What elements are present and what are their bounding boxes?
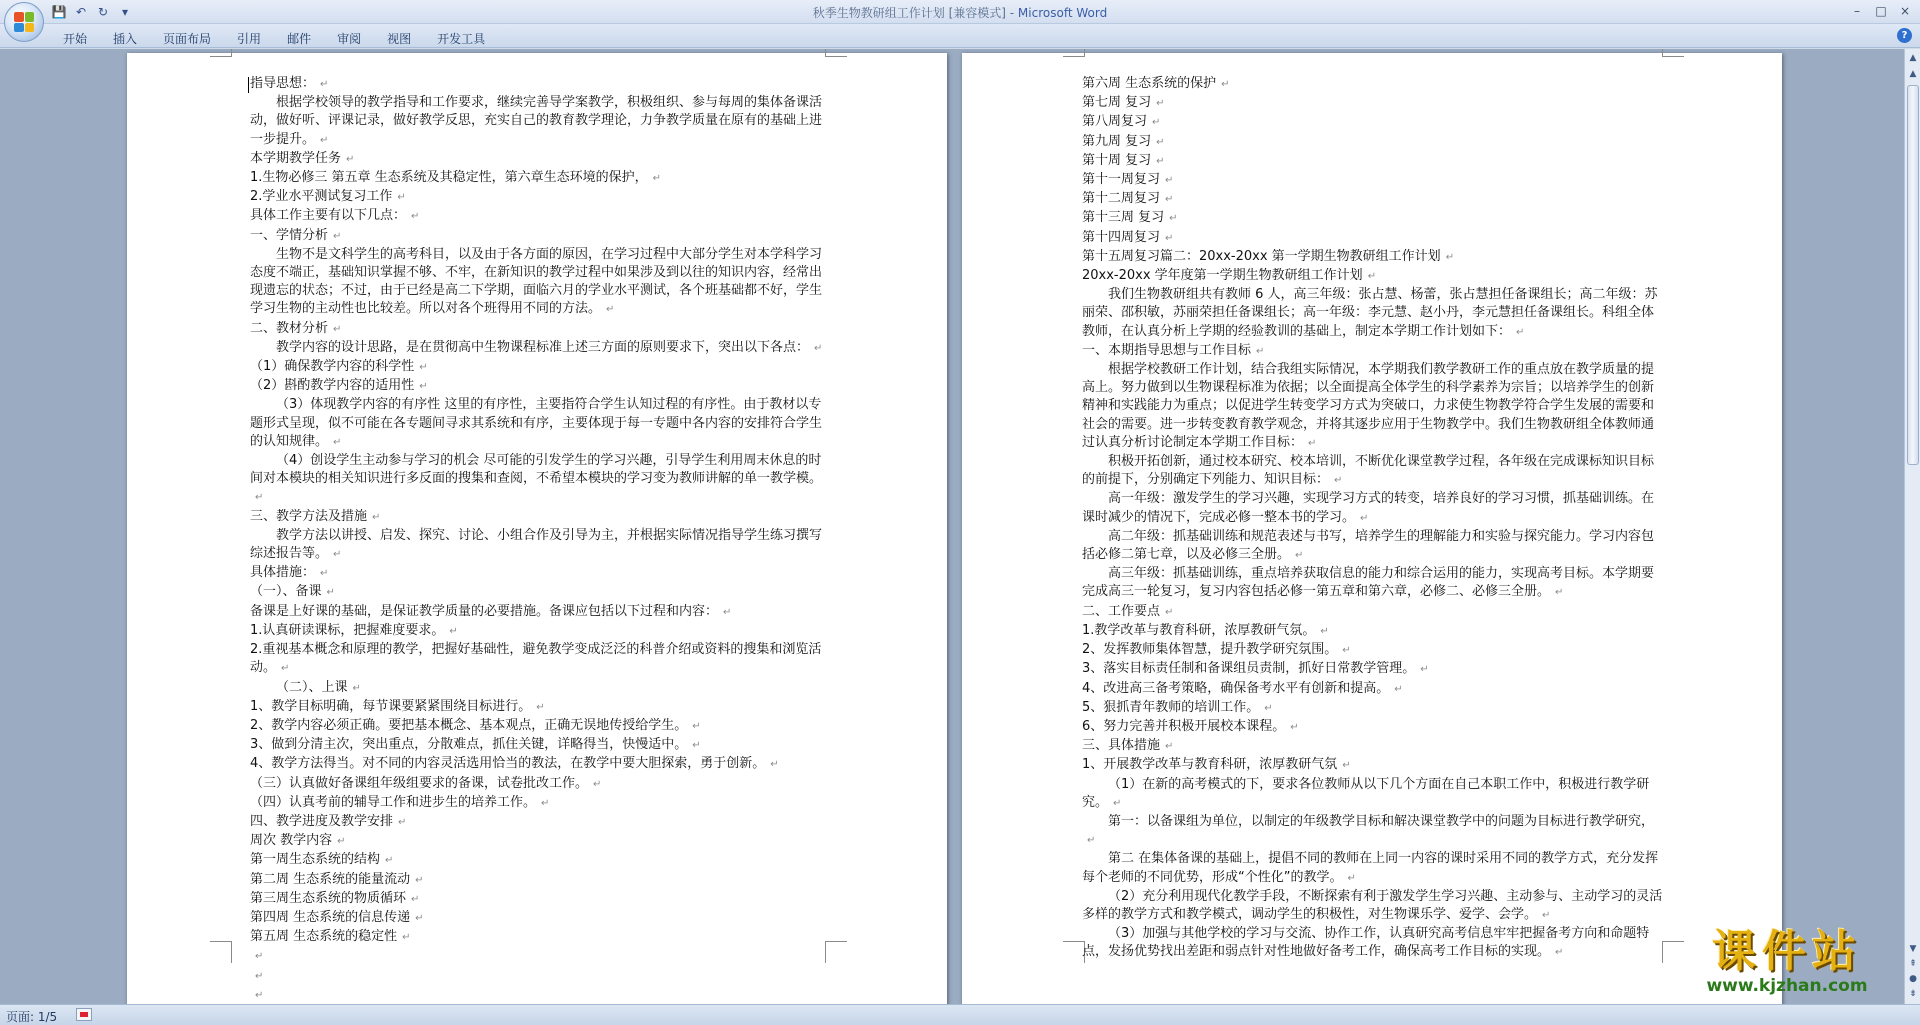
paragraph: 20xx-20xx 学年度第一学期生物教研组工作计划 ↵ xyxy=(1082,267,1664,286)
paragraph: 第二 在集体备课的基础上，提倡不同的教师在上同一内容的课时采用不同的教学方式，充分发挥每个老师的不同优势，形成“个性化”的教学。 ↵ xyxy=(1082,850,1664,887)
select-browse-object-icon[interactable]: ● xyxy=(1909,974,1917,984)
window-controls xyxy=(1846,1,1916,21)
text-cursor xyxy=(248,77,249,93)
paragraph: （3）体现教学内容的有序性 这里的有序性，主要指符合学生认知过程的有序性。由于教材以专题形式呈现，似不可能在各专题间寻求其系统和有序，主要体现于每一专题中各内容的安排符合学生的认知规律。 ↵ xyxy=(250,396,830,452)
document-title: 秋季生物教研组工作计划 [兼容模式] - xyxy=(812,6,1018,20)
paragraph: 第十三周 复习 ↵ xyxy=(1082,209,1664,228)
paragraph: 第二周 生态系统的能量流动 ↵ xyxy=(250,871,830,890)
scroll-up-icon[interactable]: ▲ xyxy=(1909,69,1917,79)
paragraph: 周次 教学内容 ↵ xyxy=(250,832,830,851)
paragraph xyxy=(250,986,830,1004)
paragraph: 2.重视基本概念和原理的教学，把握好基础性，避免教学变成泛泛的科普介绍或资料的搜集和浏览活动。 ↵ xyxy=(250,641,830,678)
paragraph: 1.认真研读课标，把握难度要求。 ↵ xyxy=(250,622,830,641)
office-logo-icon xyxy=(14,12,34,32)
paragraph: 4、改进高三备考策略，确保备考水平有创新和提高。 ↵ xyxy=(1082,680,1664,699)
paragraph xyxy=(250,967,830,986)
undo-icon[interactable]: ↶ xyxy=(75,5,87,19)
paragraph: 第八周复习 ↵ xyxy=(1082,113,1664,132)
title-bar xyxy=(0,0,1920,24)
paragraph: 教学方法以讲授、启发、探究、讨论、小组合作及引导为主，并根据实际情况指导学生练习撰写综述报告等。 ↵ xyxy=(250,527,830,564)
app-name: Microsoft Word xyxy=(1017,6,1108,20)
paragraph: 第四周 生态系统的信息传递 ↵ xyxy=(250,909,830,928)
paragraph: 高一年级：激发学生的学习兴趣，实现学习方式的转变，培养良好的学习习惯，抓基础训练。在课时减少的情况下，完成必修一整本书的学习。 ↵ xyxy=(1082,490,1664,527)
margin-mark xyxy=(825,49,847,57)
customize-qat-icon[interactable]: ▾ xyxy=(121,5,129,19)
paragraph: （二）、上课 ↵ xyxy=(250,679,830,698)
window-title xyxy=(0,4,1920,21)
paragraph: 1.教学改革与教育科研，浓厚教研气氛。 ↵ xyxy=(1082,622,1664,641)
language-icon[interactable] xyxy=(76,1008,92,1021)
paragraph: 一、本期指导思想与工作目标 ↵ xyxy=(1082,342,1664,361)
margin-mark xyxy=(1063,49,1085,57)
paragraph: 生物不是文科学生的高考科目，以及由于各方面的原因，在学习过程中大部分学生对本学科学习态度不端正，基础知识掌握不够、不牢，在新知识的教学过程中如果涉及到以往的知识内容，经常出现遗忘的状态；不过，由于已经是高二下学期，面临六月的学业水平测试，各个班基础都不好，学生学习生物的主动性也比较差。所以对各个班得用不同的方法。 ↵ xyxy=(250,246,830,320)
status-bar xyxy=(0,1004,1920,1025)
watermark-logo xyxy=(1668,928,1906,998)
paragraph: 二、教材分析 ↵ xyxy=(250,320,830,339)
next-page-icon[interactable]: ⇟ xyxy=(1909,989,1917,999)
paragraph: 第九周 复习 ↵ xyxy=(1082,133,1664,152)
tab-developer[interactable]: 开发工具 xyxy=(437,32,486,46)
paragraph: 三、教学方法及措施 ↵ xyxy=(250,508,830,527)
scrollbar-thumb[interactable] xyxy=(1907,85,1919,465)
page-count[interactable]: 页面: 1/5 xyxy=(6,1010,58,1024)
close-button[interactable]: × xyxy=(1899,4,1911,18)
watermark-title: 课件站 xyxy=(1712,926,1862,977)
page-1-body[interactable] xyxy=(250,75,830,1004)
paragraph xyxy=(250,947,830,966)
document-page-2[interactable] xyxy=(962,53,1782,1004)
margin-mark xyxy=(210,49,232,57)
tab-insert[interactable]: 插入 xyxy=(113,32,138,46)
paragraph: 2.学业水平测试复习工作 ↵ xyxy=(250,188,830,207)
previous-page-icon[interactable]: ⇞ xyxy=(1909,959,1917,969)
paragraph: （1）在新的高考模式的下，要求各位教师从以下几个方面在自己本职工作中，积极进行教学研究。 ↵ xyxy=(1082,776,1664,813)
paragraph: 2、教学内容必须正确。要把基本概念、基本观点，正确无误地传授给学生。 ↵ xyxy=(250,717,830,736)
paragraph: 指导思想： ↵ xyxy=(250,75,830,94)
paragraph: （4）创设学生主动参与学习的机会 尽可能的引发学生的学习兴趣，引导学生利用周末休息的时间对本模块的相关知识进行多反面的搜集和查阅，不希望本模块的学习变为教师讲解的单一教学模。 ↵ xyxy=(250,452,830,508)
paragraph: 6、努力完善并积极开展校本课程。 ↵ xyxy=(1082,718,1664,737)
paragraph: 第六周 生态系统的保护 ↵ xyxy=(1082,75,1664,94)
margin-mark xyxy=(210,941,232,963)
paragraph: 一、学情分析 ↵ xyxy=(250,227,830,246)
paragraph: 三、具体措施 ↵ xyxy=(1082,737,1664,756)
paragraph: 第七周 复习 ↵ xyxy=(1082,94,1664,113)
help-icon[interactable]: ? xyxy=(1897,28,1912,43)
paragraph: 第十四周复习 ↵ xyxy=(1082,229,1664,248)
paragraph: 具体工作主要有以下几点： ↵ xyxy=(250,207,830,226)
document-page-1[interactable] xyxy=(127,53,947,1004)
paragraph: 第五周 生态系统的稳定性 ↵ xyxy=(250,928,830,947)
paragraph: 第十五周复习篇二：20xx-20xx 第一学期生物教研组工作计划 ↵ xyxy=(1082,248,1664,267)
paragraph: 备课是上好课的基础，是保证教学质量的必要措施。备课应包括以下过程和内容： ↵ xyxy=(250,603,830,622)
margin-mark xyxy=(1662,49,1684,57)
paragraph: （3）加强与其他学校的学习与交流、协作工作，认真研究高考信息牢牢把握备考方向和命题特点，发扬优势找出差距和弱点针对性地做好备考工作，确保高考工作目标的实现。 ↵ xyxy=(1082,925,1664,962)
paragraph: 第一周生态系统的结构 ↵ xyxy=(250,851,830,870)
paragraph: （一）、备课 ↵ xyxy=(250,583,830,602)
minimize-button[interactable]: – xyxy=(1854,4,1860,18)
paragraph: 1、教学目标明确，每节课要紧紧围绕目标进行。 ↵ xyxy=(250,698,830,717)
scroll-down-icon[interactable]: ▼ xyxy=(1909,944,1917,954)
paragraph: 4、教学方法得当。对不同的内容灵活选用恰当的教法，在教学中要大胆探索，勇于创新。 ↵ xyxy=(250,755,830,774)
paragraph: （三）认真做好备课组年级组要求的备课，试卷批改工作。 ↵ xyxy=(250,775,830,794)
maximize-button[interactable]: □ xyxy=(1875,4,1887,18)
paragraph: （四）认真考前的辅导工作和进步生的培养工作。 ↵ xyxy=(250,794,830,813)
paragraph: 四、教学进度及教学安排 ↵ xyxy=(250,813,830,832)
tab-references[interactable]: 引用 xyxy=(237,32,262,46)
paragraph: （2）充分利用现代化教学手段，不断探索有利于激发学生学习兴趣、主动参与、主动学习的灵活多样的教学方式和教学模式，调动学生的积极性，对生物课乐学、爱学、会学。 ↵ xyxy=(1082,888,1664,925)
paragraph: （1）确保教学内容的科学性 ↵ xyxy=(250,358,830,377)
paragraph: 3、做到分清主次，突出重点，分散难点，抓住关键，详略得当，快慢适中。 ↵ xyxy=(250,736,830,755)
paragraph: 高三年级：抓基础训练，重点培养获取信息的能力和综合运用的能力，实现高考目标。本学期要完成高三一轮复习，复习内容包括必修一第五章和第六章，必修二、必修三全册。 ↵ xyxy=(1082,565,1664,602)
paragraph: 根据学校领导的教学指导和工作要求，继续完善导学案教学，积极组织、参与每周的集体备课活动，做好听、评课记录，做好教学反思，充实自己的教育教学理论，力争教学质量在原有的基础上进一步提升。 ↵ xyxy=(250,94,830,150)
paragraph: 高二年级：抓基础训练和规范表述与书写，培养学生的理解能力和实验与探究能力。学习内容包括必修二第七章，以及必修三全册。 ↵ xyxy=(1082,528,1664,565)
paragraph: 具体措施： ↵ xyxy=(250,564,830,583)
paragraph: 1.生物必修三 第五章 生态系统及其稳定性，第六章生态环境的保护， ↵ xyxy=(250,169,830,188)
paragraph: 积极开拓创新，通过校本研究、校本培训，不断优化课堂教学过程，各年级在完成课标知识目标的前提下，分别确定下列能力、知识目标： ↵ xyxy=(1082,453,1664,490)
document-workspace xyxy=(0,49,1904,1004)
paragraph: （2）斟酌教学内容的适用性 ↵ xyxy=(250,377,830,396)
paragraph: 第十周 复习 ↵ xyxy=(1082,152,1664,171)
tab-view[interactable]: 视图 xyxy=(387,32,412,46)
tab-review[interactable]: 审阅 xyxy=(337,32,362,46)
paragraph: 第十二周复习 ↵ xyxy=(1082,190,1664,209)
watermark-url: www.kjzhan.com xyxy=(1706,976,1868,996)
scroll-up-icon[interactable]: ▲ xyxy=(1909,53,1917,63)
save-icon[interactable]: 💾 xyxy=(51,5,67,19)
paragraph: 教学内容的设计思路，是在贯彻高中生物课程标准上述三方面的原则要求下，突出以下各点： ↵ xyxy=(250,339,830,358)
redo-icon[interactable]: ↻ xyxy=(97,5,109,19)
paragraph: 5、狠抓青年教师的培训工作。 ↵ xyxy=(1082,699,1664,718)
office-button[interactable] xyxy=(4,2,44,42)
paragraph: 我们生物教研组共有教师 6 人，高三年级：张占慧、杨蕾，张占慧担任备课组长；高二年级：苏丽荣、邵积敏，苏丽荣担任备课组长；高一年级：李元慧、赵小丹，李元慧担任备课组长。科组全体教师，在认真分析上学期的经验教训的基础上，制定本学期工作计划如下： ↵ xyxy=(1082,286,1664,342)
paragraph: 二、工作要点 ↵ xyxy=(1082,603,1664,622)
paragraph: 本学期教学任务 ↵ xyxy=(250,150,830,169)
page-2-body[interactable] xyxy=(1082,75,1664,963)
paragraph: 2、发挥教师集体智慧，提升教学研究氛围。 ↵ xyxy=(1082,641,1664,660)
ribbon-tab-bar xyxy=(0,24,1920,48)
tab-page-layout[interactable]: 页面布局 xyxy=(163,32,212,46)
paragraph: 1、开展教学改革与教育科研，浓厚教研气氛 ↵ xyxy=(1082,756,1664,775)
paragraph: 根据学校教研工作计划，结合我组实际情况，本学期我们教学教研工作的重点放在教学质量的提高上。努力做到以生物课程标准为依据；以全面提高全体学生的科学素养为宗旨；以培养学生的创新精神和实践能力为重点；以促进学生转变学习方式为突破口，力求使生物教学符合学生发展的需要和社会的需要。进一步转变教育教学观念，并将其逐步应用于生物教学中。我们生物教研组全体教师通过认真分析讨论制定本学期工作目标： ↵ xyxy=(1082,361,1664,453)
tab-mailings[interactable]: 邮件 xyxy=(287,32,312,46)
tab-home[interactable]: 开始 xyxy=(63,32,88,46)
paragraph: 第一：以备课组为单位，以制定的年级教学目标和解决课堂教学中的问题为目标进行教学研究， ↵ xyxy=(1082,813,1664,850)
paragraph: 3、落实目标责任制和备课组员责制，抓好日常教学管理。 ↵ xyxy=(1082,660,1664,679)
vertical-scrollbar[interactable] xyxy=(1904,49,1920,1004)
paragraph: 第十一周复习 ↵ xyxy=(1082,171,1664,190)
paragraph: 第三周生态系统的物质循环 ↵ xyxy=(250,890,830,909)
